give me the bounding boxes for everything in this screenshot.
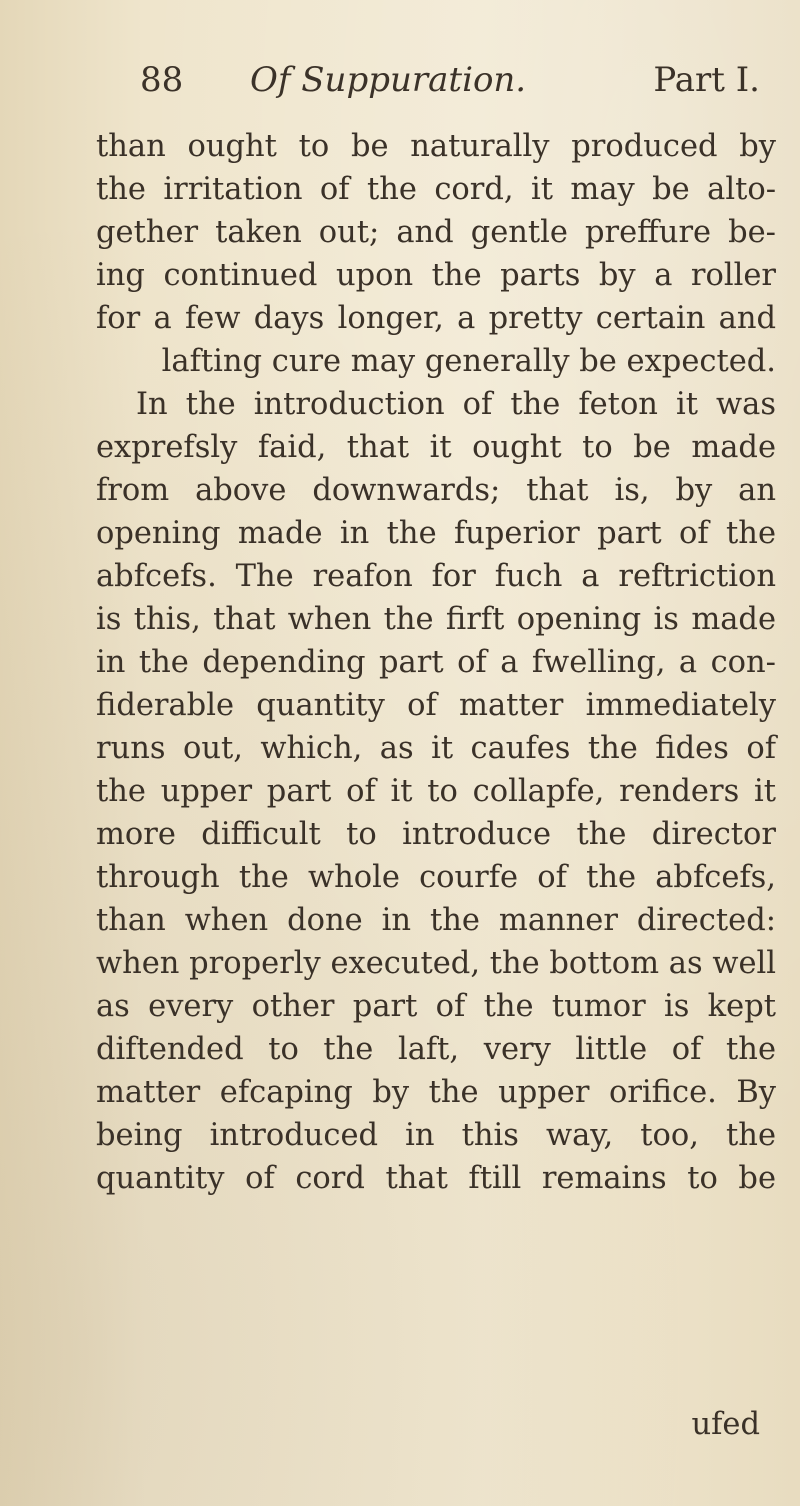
running-head [140,58,760,102]
text-line: is this, that when the firft opening is made [96,602,776,637]
text-line: fiderable quantity of matter immediately [96,688,776,723]
text-line: being introduced in this way, too, the [96,1118,776,1153]
text-line: when properly executed, the bottom as well [96,946,776,981]
text-line: exprefsly faid, that it ought to be made [96,430,776,465]
text-line: the irritation of the cord, it may be alto- [96,172,776,207]
text-line: abfcefs. The reafon for fuch a reftriction [96,559,776,594]
text-line: runs out, which, as it caufes the fides of [96,731,776,766]
text-line: gether taken out; and gentle preffure be- [96,215,776,250]
text-line: for a few days longer, a pretty certain and [96,301,776,336]
part-label: Part I. [653,60,760,100]
text-line: as every other part of the tumor is kept [96,989,776,1024]
text-line: In the introduction of the feton it was [136,387,776,422]
text-line: opening made in the fuperior part of the [96,516,776,551]
text-line: diftended to the laft, very little of the [96,1032,776,1067]
text-line: from above downwards; that is, by an [96,473,776,508]
text-line: than ought to be naturally produced by [96,129,776,164]
page-number: 88 [140,60,184,100]
text-line: matter efcaping by the upper orifice. By [96,1075,776,1110]
text-line: in the depending part of a fwelling, a con- [96,645,776,680]
body-text [96,125,776,1200]
text-line: than when done in the manner directed: [96,903,776,938]
text-line: more difficult to introduce the director [96,817,776,852]
text-line: the upper part of it to collapfe, renders it [96,774,776,809]
catchword: ufed [691,1407,760,1442]
text-line: lafting cure may generally be expected. [161,344,776,379]
text-line: quantity of cord that ftill remains to be [96,1161,776,1196]
text-line: through the whole courfe of the abfcefs, [96,860,776,895]
text-line: ing continued upon the parts by a roller [96,258,776,293]
running-title: Of Suppuration. [250,60,527,100]
